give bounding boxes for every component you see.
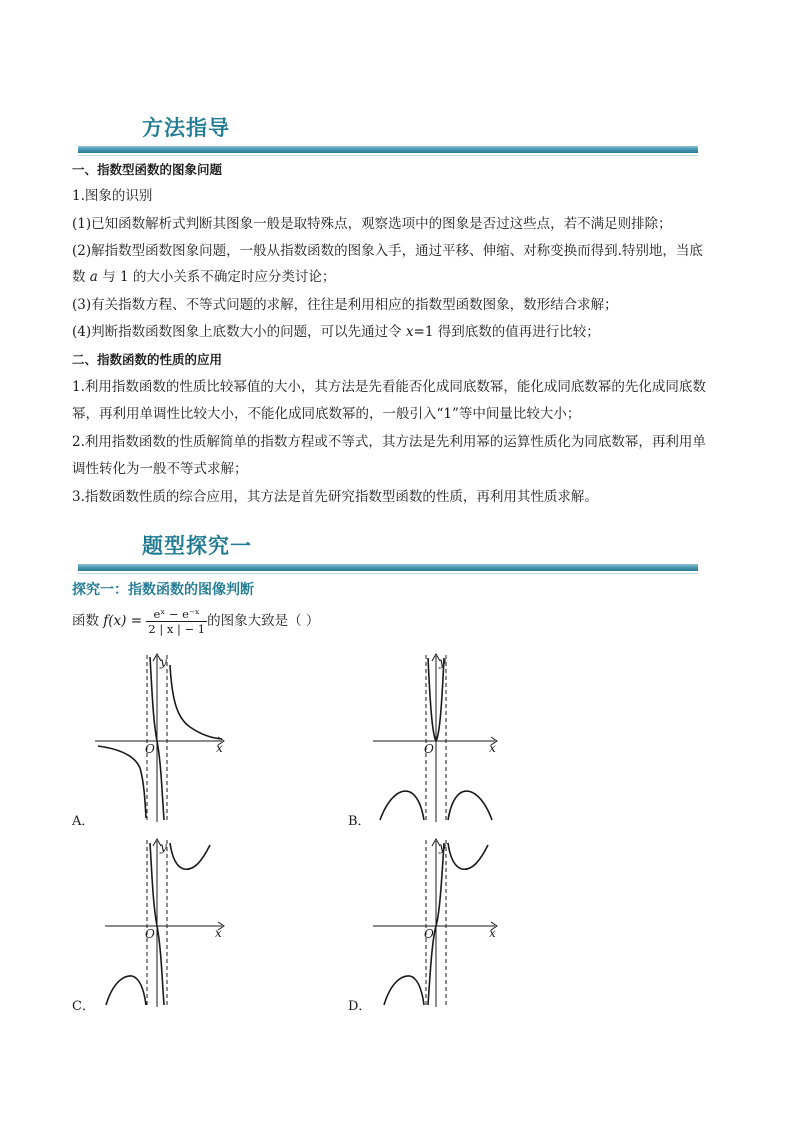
- point-3: 3.指数函数性质的综合应用，其方法是首先研究指数型函数的性质，再利用其性质求解。: [72, 489, 598, 505]
- problem-statement: [72, 604, 732, 638]
- x-label: x: [215, 926, 222, 940]
- paragraph-1: (1)已知函数解析式判断其图象一般是取特殊点，观察选项中的图象是否过这些点，若不满足则排除；: [72, 216, 672, 232]
- section-rule-shadow: [78, 155, 698, 156]
- origin-label: O: [145, 742, 155, 756]
- subheading-recognition: 1.图象的识别: [72, 188, 153, 204]
- explore-title: 探究一：指数函数的图像判断: [72, 582, 254, 598]
- point-1b: 幂，再利用单调性比较大小，不能化成同底数幂的，一般引入“1”等中间量比较大小；: [72, 406, 581, 422]
- var-x: x: [405, 324, 414, 340]
- paragraph-2b: [72, 267, 732, 287]
- curve-left-branch: [98, 746, 146, 818]
- x-label: x: [216, 741, 223, 755]
- p2b-pre: 数: [72, 269, 90, 285]
- section-rule-shadow: [78, 573, 698, 574]
- problem-suffix: 的图象大致是（ ）: [207, 613, 320, 629]
- p2b-post: 与 1 的大小关系不确定时应分类讨论；: [97, 269, 336, 285]
- function-name: f(x) =: [103, 613, 143, 629]
- curve-right-branch: [448, 791, 492, 820]
- y-label: y: [160, 840, 167, 854]
- y-label: y: [439, 655, 446, 669]
- paragraph-4: [72, 322, 732, 342]
- option-b-label[interactable]: B．: [348, 814, 371, 829]
- curve-left-branch: [380, 791, 424, 820]
- formula-denominator: 2 | x | − 1: [148, 622, 206, 636]
- curve-right-branch: [170, 665, 222, 739]
- graph-option-a: [90, 650, 240, 825]
- heading-properties: 二、指数函数的性质的应用: [72, 352, 223, 367]
- origin-label: O: [424, 742, 434, 756]
- point-2a: 2.利用指数函数的性质解简单的指数方程或不等式，其方法是先利用幂的运算性质化为同底数幂，再利用单: [72, 434, 706, 450]
- graph-option-b: [368, 650, 508, 825]
- y-label: y: [439, 840, 446, 854]
- curve-left-branch: [106, 976, 146, 1005]
- option-c-label[interactable]: C．: [72, 999, 95, 1014]
- graph-option-c: [100, 835, 240, 1010]
- point-2b: 调性转化为一般不等式求解；: [72, 461, 248, 477]
- formula-numerator: eˣ − e⁻ˣ: [146, 607, 207, 622]
- heading-image-problems: 一、指数型函数的图象问题: [72, 162, 223, 177]
- option-d-label[interactable]: D．: [348, 999, 372, 1014]
- paragraph-3: (3)有关指数方程、不等式问题的求解，往往是利用相应的指数型函数图象，数形结合求解；: [72, 297, 618, 313]
- formula-fraction: [146, 607, 207, 636]
- section-rule: [78, 564, 698, 571]
- section-rule: [78, 146, 698, 153]
- section-title-topic: 题型探究一: [142, 534, 252, 558]
- y-label: y: [160, 655, 167, 669]
- p4-post: =1 得到底数的值再进行比较；: [413, 324, 600, 340]
- section-title-method: 方法指导: [142, 116, 230, 140]
- x-label: x: [489, 741, 496, 755]
- origin-label: O: [145, 927, 155, 941]
- origin-label: O: [424, 927, 434, 941]
- problem-prefix: 函数: [72, 613, 104, 629]
- curve-left-branch: [384, 976, 424, 1005]
- point-1a: 1.利用指数函数的性质比较幂值的大小，其方法是先看能否化成同底数幂，能化成同底数幂的先化成同底数: [72, 379, 706, 395]
- curve-right-branch: [448, 843, 488, 869]
- p4-pre: (4)判断指数函数图象上底数大小的问题，可以先通过令: [72, 324, 406, 340]
- var-a: a: [89, 269, 98, 285]
- graph-option-d: [368, 835, 508, 1010]
- curve-right-branch: [170, 843, 210, 869]
- x-label: x: [489, 926, 496, 940]
- paragraph-2a: (2)解指数型函数图象问题，一般从指数函数的图象入手，通过平移、伸缩、对称变换而得到.特别地，当底: [72, 243, 703, 259]
- option-a-label[interactable]: A．: [72, 814, 95, 829]
